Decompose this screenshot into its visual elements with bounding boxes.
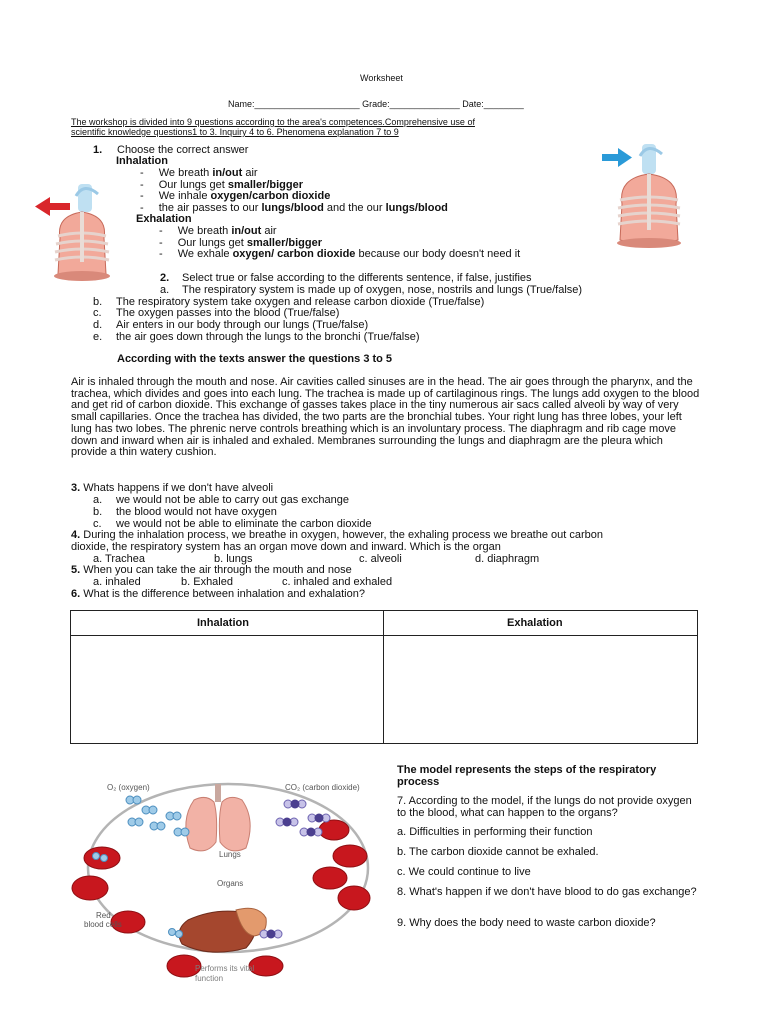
red-blood-cells-label-1: Red	[96, 911, 111, 920]
organs-label: Organs	[217, 879, 244, 888]
q5-line	[71, 564, 352, 576]
worksheet-title: Worksheet	[360, 73, 403, 83]
item-text: because our body doesn't need it	[355, 248, 521, 260]
item-text: We breath	[158, 167, 213, 179]
q5-option[interactable]: b. Exhaled	[181, 576, 233, 588]
table-divider	[383, 611, 384, 743]
q3-option-letter: a.	[93, 494, 103, 506]
table-header-exhalation: Exhalation	[507, 617, 563, 629]
item-text: Our lungs get	[177, 237, 247, 249]
q4-prompt: During the inhalation process, we breathe in oxygen, however, the exhaling process we breathe out carbon	[83, 529, 604, 541]
q2-item[interactable]: The respiratory system take oxygen and release carbon dioxide (True/false)	[116, 296, 485, 308]
q4-option[interactable]: d. diaphragm	[475, 553, 540, 565]
q2-item-letter: e.	[93, 331, 103, 343]
choice-text: in/out	[231, 225, 262, 237]
q1-inhalation-item[interactable]: - Our lungs get smaller/bigger	[140, 179, 304, 191]
choice-text: lungs/blood	[261, 202, 324, 214]
q2-item-letter: a.	[160, 284, 170, 296]
q1-exhalation-heading: Exhalation	[136, 213, 192, 225]
inhalation-answer-cell[interactable]	[73, 637, 381, 741]
vital-function-label-1: Performs its vital	[195, 964, 255, 973]
q3-option-letter: b.	[93, 506, 103, 518]
q2-number: 2.	[160, 272, 170, 284]
item-text: We inhale	[158, 190, 211, 202]
q2-item[interactable]: the air goes down through the lungs to the bronchi (True/false)	[116, 331, 420, 343]
red-blood-cells-label-2: blood cells	[84, 920, 122, 929]
q7-option[interactable]: b. The carbon dioxide cannot be exhaled.	[397, 846, 599, 858]
organs-icon	[179, 908, 266, 952]
choice-text: smaller/bigger	[246, 237, 323, 249]
table-header-row	[71, 611, 697, 636]
lungs-exhalation-figure	[30, 178, 130, 284]
q4-option[interactable]: c. alveoli	[359, 553, 402, 565]
intro-line-2: scientific knowledge questions1 to 3. Inquiry 4 to 6. Phenomena explanation 7 to 9	[71, 127, 399, 137]
q3-prompt: Whats happens if we don't have alveoli	[83, 482, 274, 494]
q1-inhalation-item[interactable]: - the air passes to our lungs/blood and the our lungs/blood	[140, 202, 448, 214]
item-text: air	[242, 167, 258, 179]
item-text: air	[261, 225, 277, 237]
q2-item[interactable]: The respiratory system is made up of oxygen, nose, nostrils and lungs (True/false)	[182, 284, 583, 296]
q3-number: 3.	[71, 482, 81, 494]
exhalation-arrow-icon	[35, 197, 70, 216]
q6-number: 6.	[71, 588, 81, 600]
q4-option[interactable]: b. lungs	[214, 553, 253, 565]
q4-number: 4.	[71, 529, 81, 541]
q9-prompt: 9. Why does the body need to waste carbon dioxide?	[397, 917, 656, 929]
q5-option[interactable]: c. inhaled and exhaled	[282, 576, 393, 588]
q1-number: 1.	[93, 144, 103, 156]
lungs-inhalation-figure	[598, 140, 706, 250]
q7-prompt: 7. According to the model, if the lungs do not provide oxygen to the blood, what can happen to the organs?	[397, 795, 692, 819]
item-text: We breath	[177, 225, 232, 237]
q2-item[interactable]: The oxygen passes into the blood (True/false)	[116, 307, 340, 319]
q2-item-letter: b.	[93, 296, 103, 308]
q6-line	[71, 588, 365, 600]
inhalation-arrow-icon	[602, 148, 632, 167]
item-text: the air passes to our	[158, 202, 262, 214]
co2-label: CO₂ (carbon dioxide)	[285, 783, 360, 792]
q1-inhalation-item[interactable]: - We inhale oxygen/carbon dioxide	[140, 190, 331, 202]
q3-option-letter: c.	[93, 518, 102, 530]
model-heading: The model represents the steps of the respiratory process	[397, 764, 657, 788]
q1-inhalation-heading: Inhalation	[116, 155, 168, 167]
q1-inhalation-item[interactable]: - We breath in/out air	[140, 167, 258, 179]
exhalation-answer-cell[interactable]	[386, 637, 694, 741]
q4-option[interactable]: a. Trachea	[93, 553, 145, 565]
choice-text: in/out	[212, 167, 243, 179]
q3-option[interactable]: we would not be able to eliminate the carbon dioxide	[116, 518, 372, 530]
intro-line-1: The workshop is divided into 9 questions according to the area's competences.Comprehensive use of	[71, 117, 475, 127]
q2-item[interactable]: Air enters in our body through our lungs (True/false)	[116, 319, 369, 331]
q3-option[interactable]: we would not be able to carry out gas exchange	[116, 494, 349, 506]
q2-prompt: Select true or false according to the differents sentence, if false, justifies	[182, 272, 532, 284]
lungs-label: Lungs	[219, 850, 241, 859]
q2-item-letter: c.	[93, 307, 102, 319]
q1-exhalation-item[interactable]: - We breath in/out air	[159, 225, 277, 237]
table-header-inhalation: Inhalation	[197, 617, 249, 629]
q4-line-1	[71, 529, 603, 541]
q2-item-letter: d.	[93, 319, 103, 331]
item-text: Our lungs get	[158, 179, 228, 191]
q5-option[interactable]: a. inhaled	[93, 576, 141, 588]
choice-text: oxygen/ carbon dioxide	[232, 248, 356, 260]
reading-heading: According with the texts answer the questions 3 to 5	[117, 353, 393, 365]
choice-text: oxygen/carbon dioxide	[210, 190, 331, 202]
comparison-table	[70, 610, 698, 744]
q8-prompt: 8. What's happen if we don't have blood to do gas exchange?	[397, 886, 697, 898]
q3-option[interactable]: the blood would not have oxygen	[116, 506, 277, 518]
choice-text: smaller/bigger	[227, 179, 304, 191]
q1-exhalation-item[interactable]: - Our lungs get smaller/bigger	[159, 237, 323, 249]
vital-function-label-2: function	[195, 974, 224, 983]
o2-label: O₂ (oxygen)	[107, 783, 150, 792]
q4-line-2: dioxide, the respiratory system has an organ move down and inward. Which is the organ	[71, 541, 501, 553]
q7-option[interactable]: a. Difficulties in performing their function	[397, 826, 593, 838]
q1-exhalation-item[interactable]: - We exhale oxygen/ carbon dioxide because our body doesn't need it	[159, 248, 521, 260]
q5-prompt: When you can take the air through the mouth and nose	[83, 564, 352, 576]
q1-prompt: Choose the correct answer	[117, 144, 249, 156]
item-text: We exhale	[177, 248, 233, 260]
item-text: and the our	[323, 202, 386, 214]
lungs-icon	[186, 784, 250, 851]
name-grade-date-fields[interactable]: Name:_____________________ Grade:______________ Date:________	[228, 99, 524, 109]
q6-prompt: What is the difference between inhalation and exhalation?	[83, 588, 365, 600]
choice-text: lungs/blood	[385, 202, 448, 214]
q5-number: 5.	[71, 564, 81, 576]
reading-paragraph: Air is inhaled through the mouth and nose. Air cavities called sinuses are in the head. The air goes through the pharynx, and the trachea, which divides and goes into each lung. The trachea is made up of cartilaginous rings. The lungs add oxygen to the blood and get rid of carbon dioxide. This exchange of gasses takes place in the tiny numerous air sacs called alveoli by way of very small capillaries. Once the trachea has divided, the two parts are the bronchial tubes. Your right lung has three lobes, your left lung has two lobes. The phrenic nerve controls breathing which is an involuntary process. The diaphragm and rib cage move down and inward when air is inhaled and exhaled. Membranes surrounding the lungs and diaphragm are the pleura which provide a thin watery cushion.	[71, 376, 700, 459]
q7-option[interactable]: c. We could continue to live	[397, 866, 531, 878]
q3-line	[71, 482, 273, 494]
